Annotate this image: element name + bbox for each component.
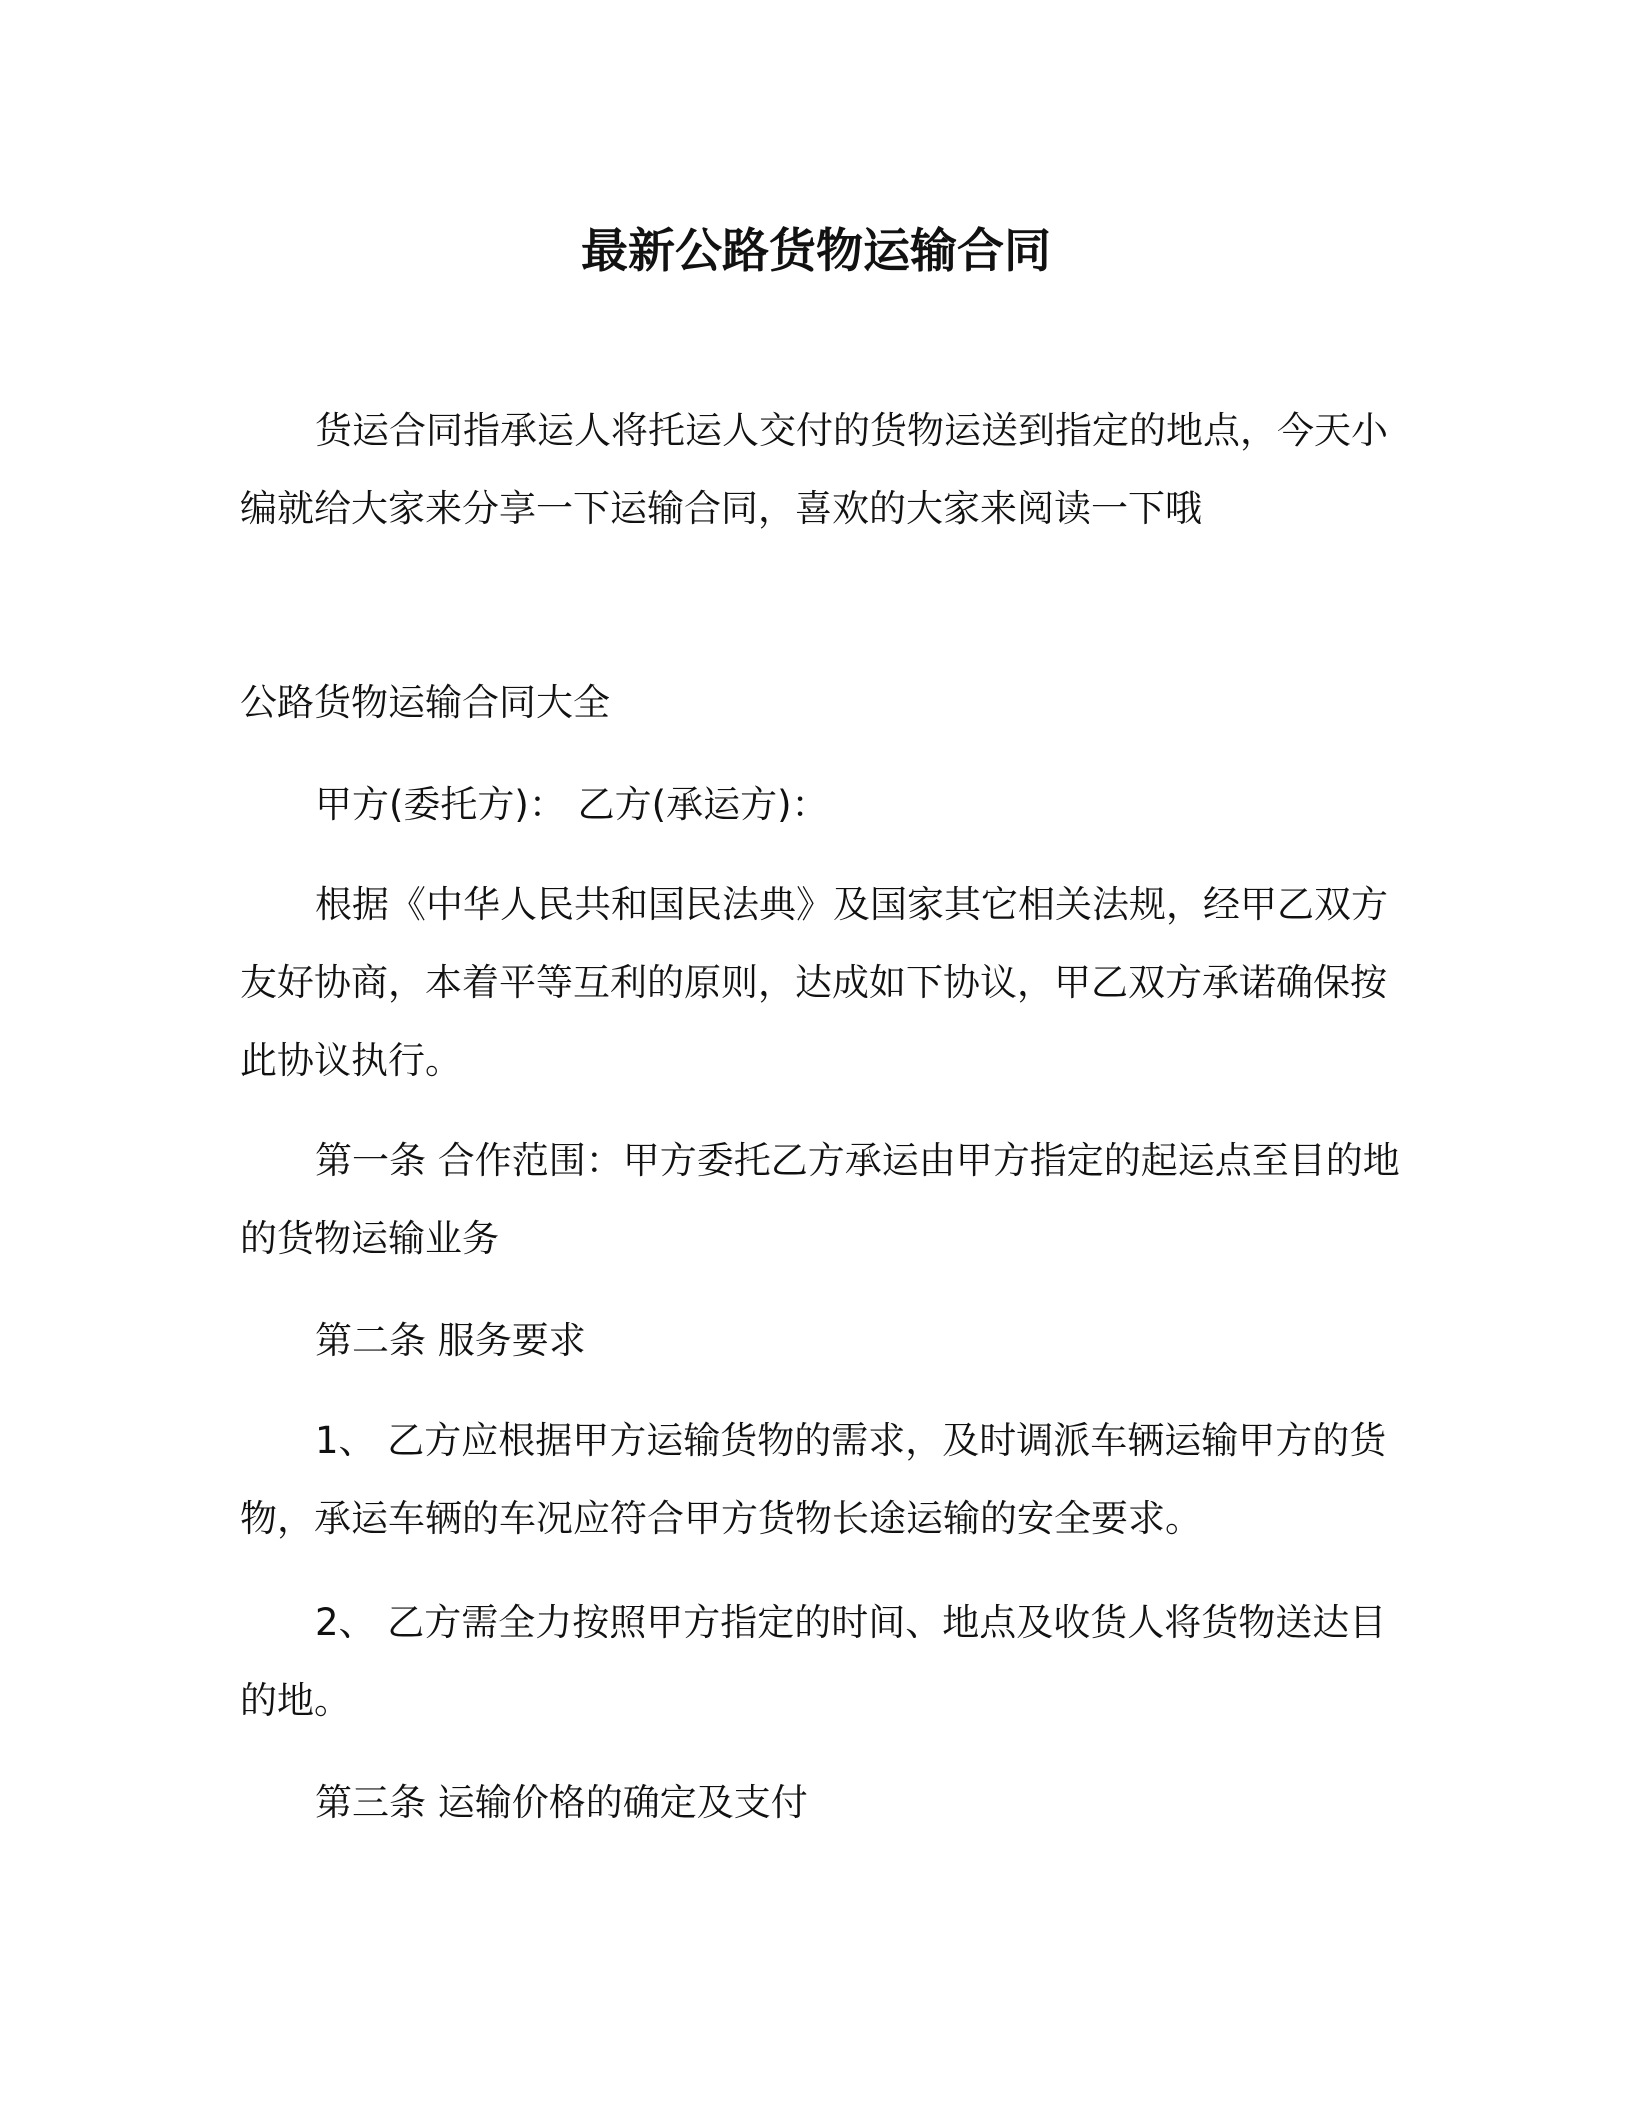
article-2-item-1: 1、 乙方应根据甲方运输货物的需求，及时调派车辆运输甲方的货物，承运车辆的车况应符合甲方货物长途运输的安全要求。: [240, 1419, 1387, 1540]
article-1: 第一条 合作范围：甲方委托乙方承运由甲方指定的起运点至目的地的货物运输业务: [240, 1139, 1400, 1260]
section-heading: 公路货物运输合同大全: [240, 681, 610, 724]
preamble-paragraph: 根据《中华人民共和国民法典》及国家其它相关法规，经甲乙双方友好协商，本着平等互利的原则，达成如下协议，甲乙双方承诺确保按此协议执行。: [240, 883, 1388, 1082]
intro-paragraph: 货运合同指承运人将托运人交付的货物运送到指定的地点，今天小编就给大家来分享一下运输合同，喜欢的大家来阅读一下哦: [240, 409, 1388, 530]
document-title: 最新公路货物运输合同: [581, 224, 1051, 279]
article-2-item-2: 2、 乙方需全力按照甲方指定的时间、地点及收货人将货物送达目的地。: [240, 1601, 1387, 1722]
parties-line: 甲方(委托方)： 乙方(承运方)：: [315, 783, 829, 826]
article-2-heading: 第二条 服务要求: [315, 1319, 586, 1362]
article-3-heading: 第三条 运输价格的确定及支付: [315, 1781, 808, 1824]
